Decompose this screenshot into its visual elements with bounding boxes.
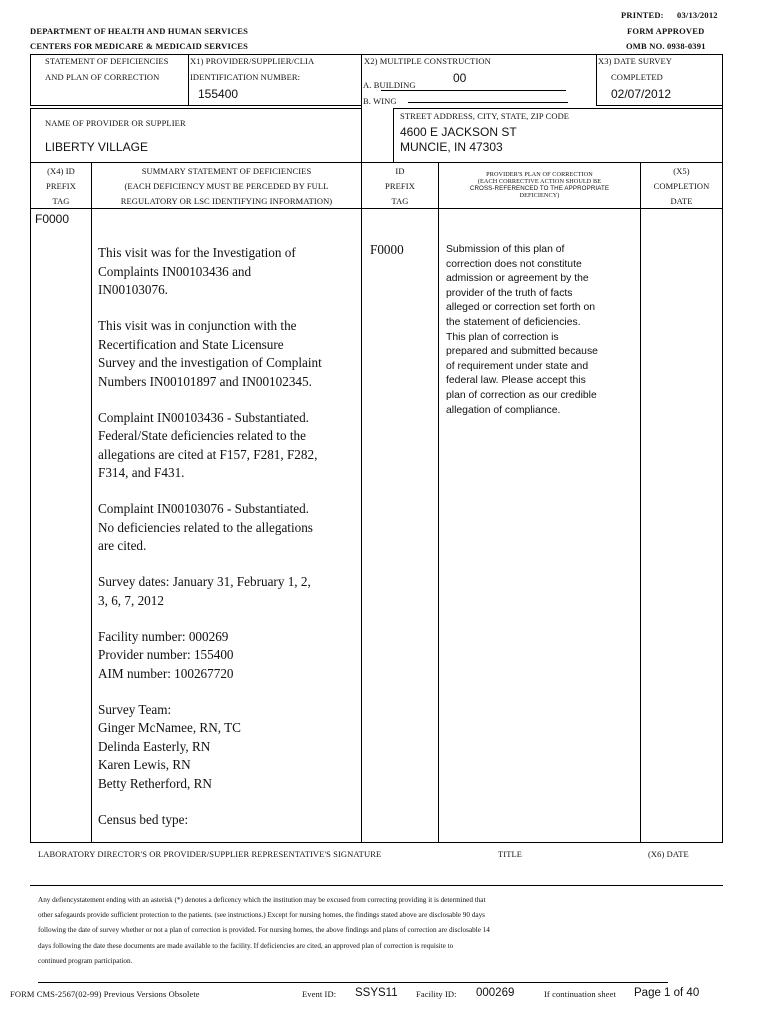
- provider-name-value: LIBERTY VILLAGE: [45, 140, 148, 154]
- department-title: DEPARTMENT OF HEALTH AND HUMAN SERVICES: [30, 26, 249, 36]
- event-id-value: SSYS11: [355, 987, 398, 999]
- summary-paragraph: Complaint IN00103436 - Substantiated. Federal/State deficiencies related to the allegations are cited at F157, F281, F282, F314, and F431.: [98, 409, 318, 480]
- omb-number: OMB NO. 0938-0391: [626, 41, 706, 51]
- wing-label: B. WING: [363, 96, 397, 106]
- plan-of-correction-text: Submission of this plan of correction does not constitute admission or agreement by the provider of the truth of facts alleged or correction set forth on the statement of deficiencies. This plan of correction is prepared and submitted because of requirement under state and federal law. Please accept this plan of correction as our credible allegation of compliance.: [446, 244, 598, 416]
- statement-label-2: AND PLAN OF CORRECTION: [45, 72, 160, 82]
- x3-label-1: X3) DATE SURVEY: [598, 56, 673, 66]
- statement-label-1: STATEMENT OF DEFICIENCIES: [45, 56, 169, 66]
- summary-paragraph: This visit was in conjunction with the Recertification and State Licensure Survey and the investigation of Complaint Numbers IN00101897 and IN00102345.: [98, 318, 322, 389]
- x4-header-2: PREFIX: [46, 181, 76, 191]
- x4-header-3: TAG: [52, 196, 70, 206]
- summary-paragraph: Survey dates: January 31, February 1, 2, 3, 6, 7, 2012: [98, 574, 311, 608]
- x1-label-1: X1) PROVIDER/SUPPLIER/CLIA: [190, 56, 315, 66]
- summary-paragraph: Complaint IN00103076 - Substantiated. No deficiencies related to the allegations are cited.: [98, 501, 313, 553]
- plan-header-2: (EACH CORRECTIVE ACTION SHOULD BE: [477, 178, 602, 185]
- page-number: Page 1 of 40: [634, 987, 700, 999]
- notice-line: days following the date these documents are made available to the facility. If deficiencies are cited, an approved plan of correction is requisite to: [38, 941, 454, 950]
- printed-date: 03/13/2012: [677, 10, 718, 20]
- facility-id-label: Facility ID:: [416, 989, 457, 999]
- continuation-label: If continuation sheet: [544, 989, 616, 999]
- summary-paragraph: Census bed type:: [98, 811, 189, 827]
- centers-title: CENTERS FOR MEDICARE & MEDICAID SERVICES: [30, 41, 249, 51]
- x2-label: X2) MULTIPLE CONSTRUCTION: [364, 56, 491, 66]
- event-id-label: Event ID:: [302, 989, 337, 999]
- facility-id-value: 000269: [476, 987, 515, 999]
- notice-line: other safegaurds provide sufficient protection to the patients. (see instructions.) Except for nursing homes, the findings stated above are disclosable 90 days: [38, 911, 485, 920]
- x4-header-1: (X4) ID: [47, 166, 75, 176]
- title-label: TITLE: [498, 849, 523, 859]
- provider-name-label: NAME OF PROVIDER OR SUPPLIER: [45, 118, 186, 128]
- notice-line: following the date of survey whether or not a plan of correction is provided. For nursing homes, the above findings and plans of correction are disclosable 14: [38, 926, 490, 935]
- id-header-2: PREFIX: [385, 181, 415, 191]
- survey-date-value: 02/07/2012: [611, 87, 672, 101]
- summary-header-3: REGULATORY OR LSC IDENTIFYING INFORMATION): [120, 196, 333, 206]
- address-line-1: 4600 E JACKSON ST: [400, 125, 517, 139]
- date-label: (X6) DATE: [648, 849, 689, 859]
- notice-line: Any defiencystatement ending with an asterisk (*) denotes a deficency which the institution may be excused from correcting providing it is determined that: [38, 896, 486, 904]
- notice-line: continued program participation.: [38, 956, 133, 965]
- address-label: STREET ADDRESS, CITY, STATE, ZIP CODE: [400, 111, 570, 121]
- address-line-2: MUNCIE, IN 47303: [400, 140, 503, 154]
- left-prefix-tag: F0000: [35, 212, 70, 226]
- summary-statement: [98, 244, 360, 847]
- plan-header-4: DEFICIENCY): [519, 192, 560, 199]
- summary-paragraph: Survey Team: Ginger McNamee, RN, TC Delinda Easterly, RN Karen Lewis, RN Betty Retherford, RN: [98, 701, 241, 791]
- summary-header-2: (EACH DEFICIENCY MUST BE PERCEDED BY FULL: [124, 181, 329, 191]
- summary-paragraph: This visit was for the Investigation of Complaints IN00103436 and IN00103076.: [98, 245, 296, 297]
- id-header-3: TAG: [391, 196, 409, 206]
- plan-header-3: CROSS-REFERENCED TO THE APPROPRIATE: [469, 185, 610, 192]
- plan-header-1: PROVIDER'S PLAN OF CORRECTION: [486, 171, 593, 178]
- provider-id-value: 155400: [198, 87, 239, 101]
- x5-header-2: COMPLETION: [653, 181, 710, 191]
- summary-header-1: SUMMARY STATEMENT OF DEFICIENCIES: [141, 166, 312, 176]
- signature-label: LABORATORY DIRECTOR'S OR PROVIDER/SUPPLIER REPRESENTATIVE'S SIGNATURE: [38, 849, 382, 859]
- x5-header-3: DATE: [670, 196, 693, 206]
- x3-label-2: COMPLETED: [611, 72, 663, 82]
- construction-value: 00: [453, 71, 467, 85]
- building-label: A. BUILDING: [363, 80, 416, 90]
- id-header-1: ID: [395, 166, 405, 176]
- form-approved: FORM APPROVED: [627, 26, 705, 36]
- right-prefix-tag: F0000: [370, 242, 404, 257]
- form-number: FORM CMS-2567(02-99) Previous Versions Obsolete: [10, 989, 200, 999]
- disclosure-notice: [38, 893, 718, 969]
- printed-label: PRINTED:: [621, 10, 664, 20]
- summary-paragraph: Facility number: 000269 Provider number: 155400 AIM number: 100267720: [98, 628, 234, 681]
- x1-label-2: IDENTIFICATION NUMBER:: [190, 72, 301, 82]
- x5-header-1: (X5): [673, 166, 690, 176]
